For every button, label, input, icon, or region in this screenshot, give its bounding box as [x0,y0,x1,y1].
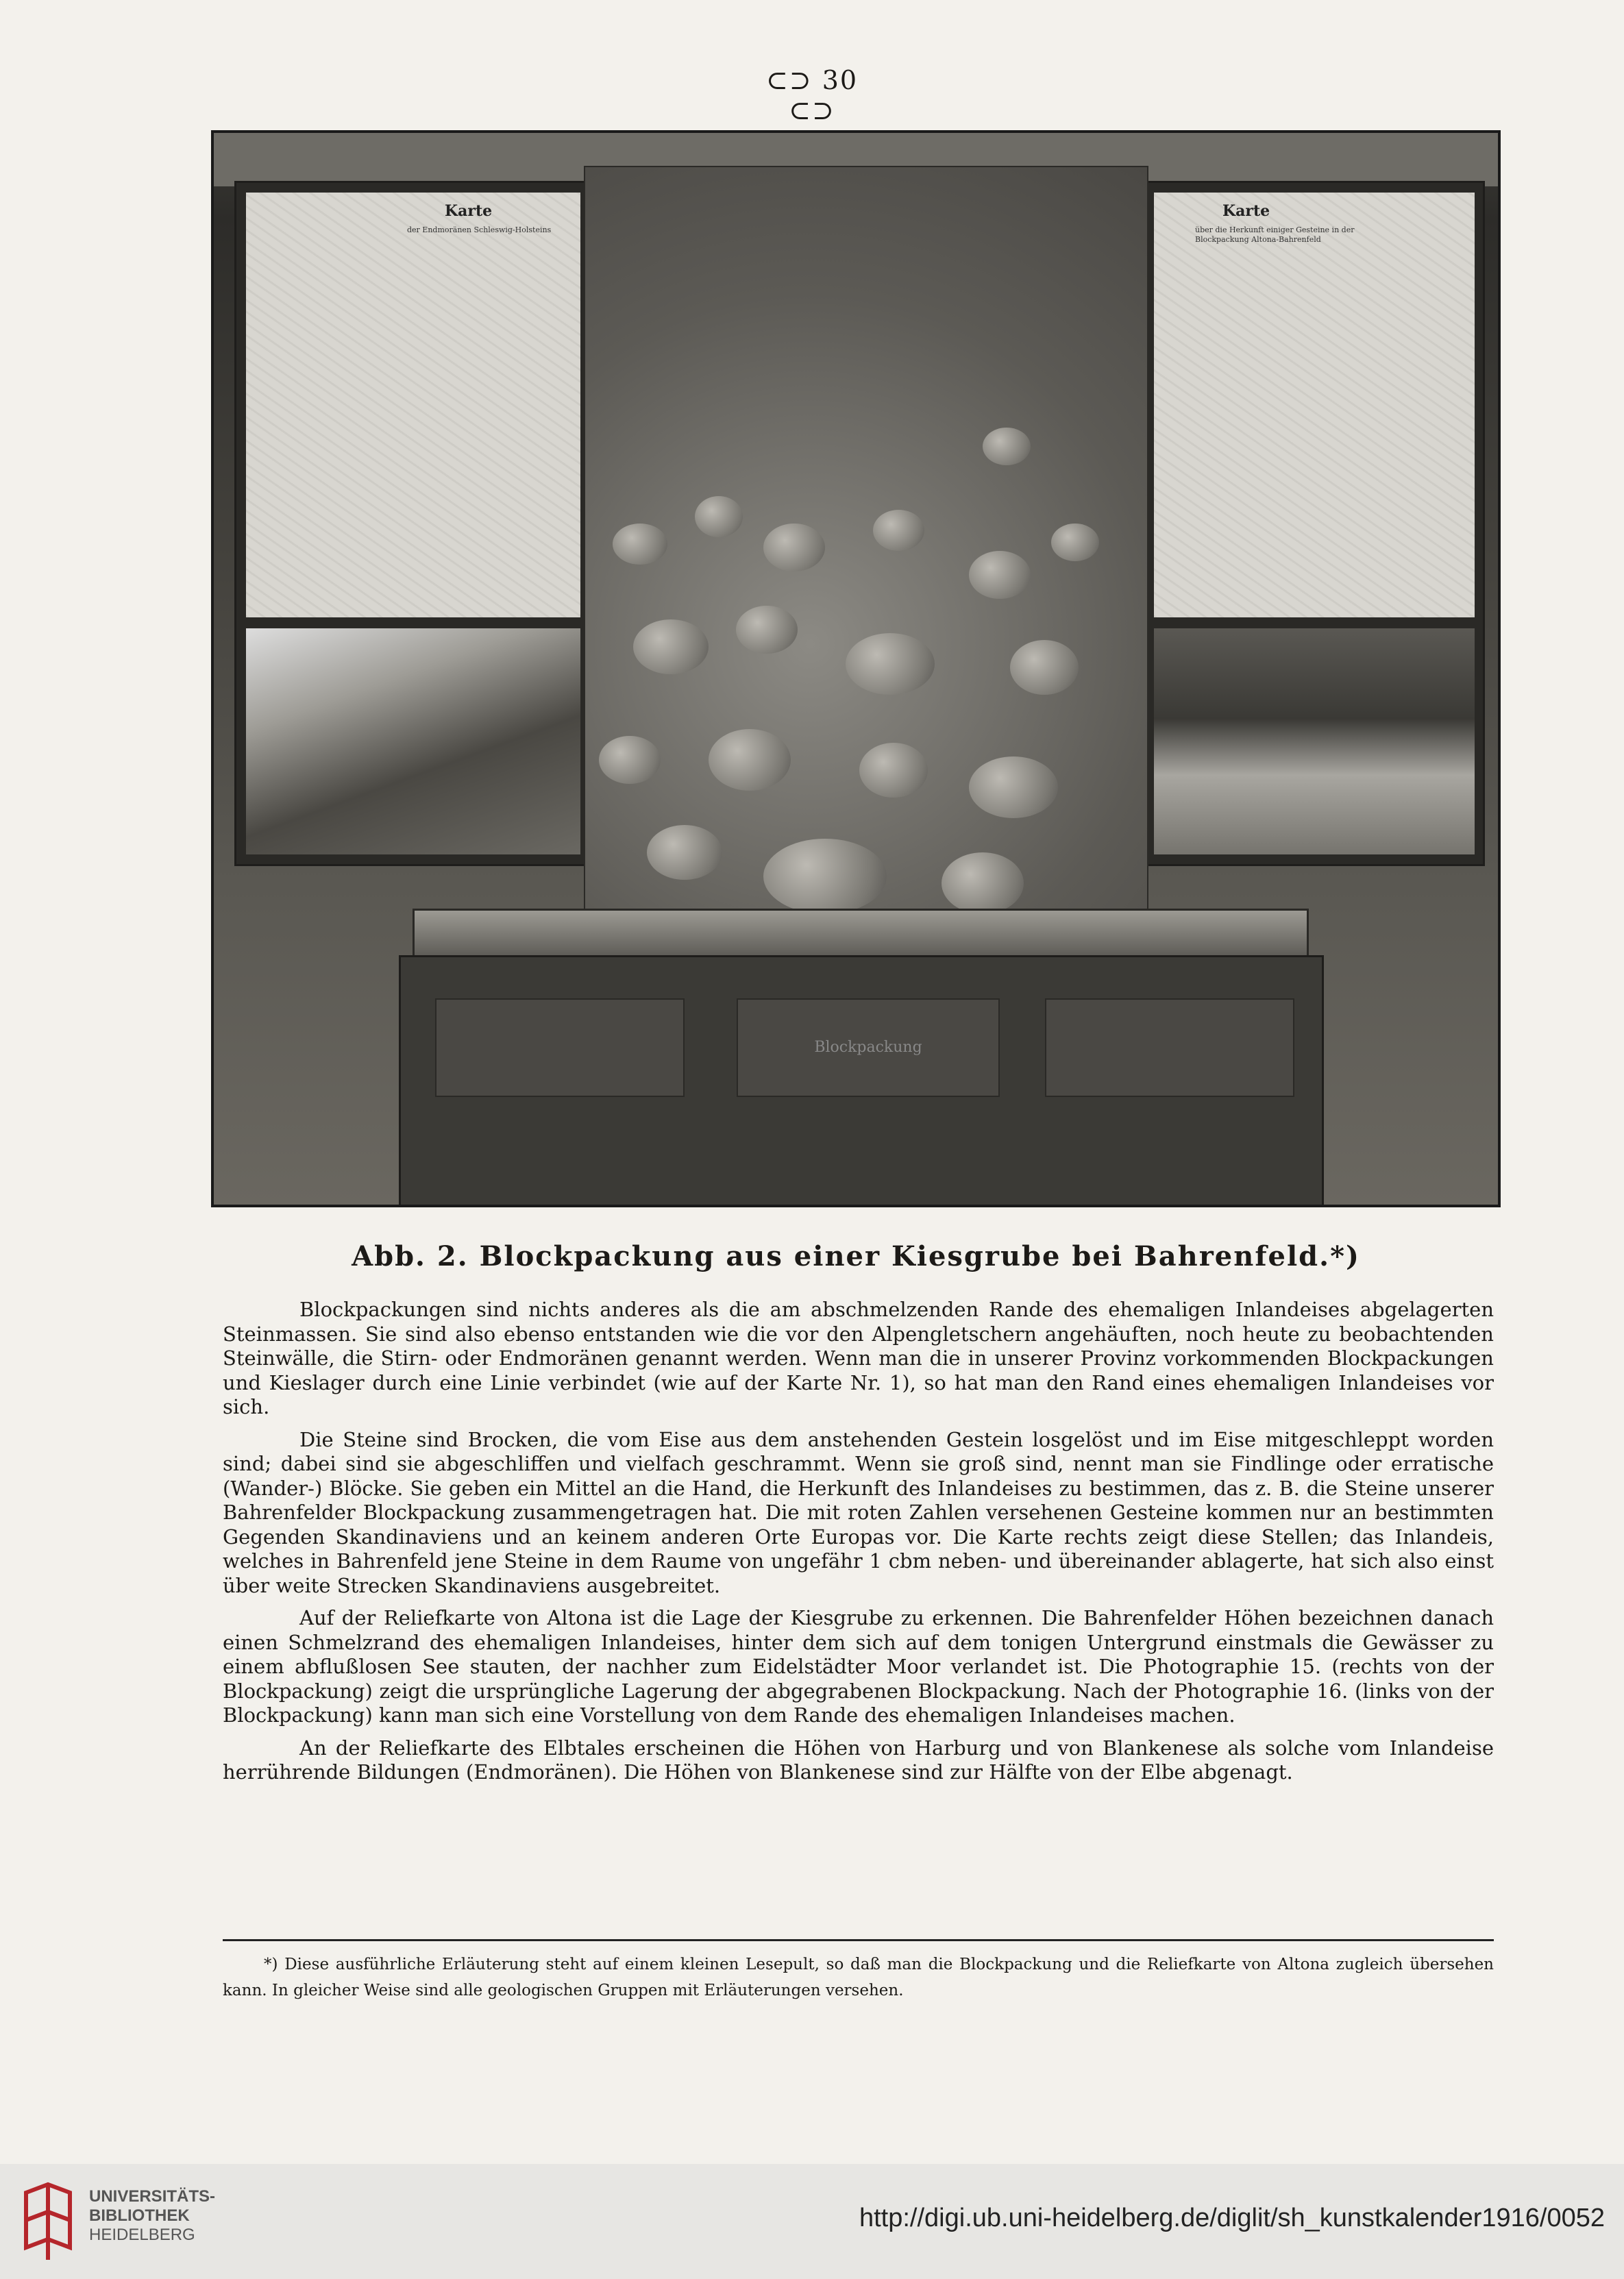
display-case-top [413,909,1309,958]
paragraph: Blockpackungen sind nichts anderes als die am abschmelzenden Rande des ehemaligen Inlandeises abgelagerten Steinmassen. Sie sind also ebenso entstanden wie die vor den Alpengletschern angehäuften, noch heute zu beobachtenden Steinwälle, die Stirn- oder Endmoränen genannt werden. Wenn man die in unserer Provinz vorkommenden Blockpackungen und Kieslager durch eine Linie verbindet (wie auf der Karte Nr. 1), so hat man den Rand eines ehemaligen Inlandeises vor sich. [223,1298,1494,1418]
boulder [763,839,887,914]
boulder [763,523,825,571]
right-photograph [1154,628,1475,854]
boulder [859,743,928,798]
boulder [969,551,1031,599]
right-map [1154,193,1475,617]
digitization-footer [0,2164,1624,2279]
library-logo-icon [19,2179,77,2265]
paragraph: An der Reliefkarte des Elbtales erscheinen die Höhen von Harburg und von Blankenese als solche vom Inlandeise herrührende Bildungen (Endmoränen). Die Höhen von Blankenese sind zur Hälfte von der Elbe abgenagt. [223,1736,1494,1784]
boulder [969,756,1058,818]
boulder [736,606,798,654]
source-url-link[interactable]: http://digi.ub.uni-heidelberg.de/diglit/sh_kunstkalender1916/0052 [859,2204,1605,2232]
library-name-line: HEIDELBERG [89,2226,195,2244]
left-map-title: Karte [445,202,493,220]
left-photograph [246,628,580,854]
left-display-panel [234,181,591,866]
display-case [399,955,1324,1207]
boulder [695,496,743,537]
page-number-ornament-left: ⊂⊃ [765,65,822,95]
boulder [942,852,1024,914]
body-text [223,1298,1494,1793]
boulder [983,428,1031,465]
boulder [873,510,924,551]
boulder [709,729,791,791]
library-name [89,2187,215,2245]
right-display-panel [1142,181,1485,866]
page-number-ornament-right: ⊂⊃ [789,95,835,125]
library-name-line: BIBLIOTHEK [89,2206,190,2225]
library-name-line: UNIVERSITÄTS- [89,2187,216,2206]
blockpackung-specimen [584,166,1148,963]
page-number [743,65,881,125]
boulder [613,523,667,565]
right-map-subtitle: über die Herkunft einiger Gesteine in der Blockpackung Altona-Bahrenfeld [1195,225,1355,244]
paragraph: Die Steine sind Brocken, die vom Eise aus dem anstehenden Gestein losgelöst und im Eise mitgeschleppt worden sind; dabei sind sie abgeschliffen und vielfach geschrammt. Wenn sie groß sind, nennt man sie Findlinge oder erratische (Wander-) Blöcke. Sie geben ein Mittel an die Hand, die Herkunft des Inlandeises zu bestimmen, das z. B. die Steine unserer Bahrenfelder Blockpackung zusammengetragen hat. Die mit roten Zahlen versehenen Gesteine kommen nur an bestimmten Gegenden Skandinaviens und an keinem anderen Orte Europas vor. Die Karte rechts zeigt diese Stellen; das Inlandeis, welches in Bahrenfeld jene Steine in dem Raume von ungefähr 1 cbm neben- und übereinander ablagerte, hat sich also einst über weite Strecken Skandinaviens ausgebreitet. [223,1427,1494,1597]
footnote: *) Diese ausführliche Erläuterung steht auf einem kleinen Lesepult, so daß man die Blockpackung und die Reliefkarte von Altona zugleich übersehen kann. In gleicher Weise sind alle geologischen Gruppen mit Erläuterungen versehen. [223,1956,1494,1999]
left-map-subtitle: der Endmoränen Schleswig-Holsteins [407,225,552,234]
footnote-divider [223,1939,1494,1941]
display-case-panel [435,998,685,1097]
boulder [599,736,661,784]
boulder [1010,640,1079,695]
right-map-title: Karte [1222,202,1270,220]
boulder [1051,523,1099,561]
exhibit-photograph [211,130,1501,1207]
left-map [246,193,580,617]
figure-caption: Abb. 2. Blockpackung aus einer Kiesgrube bei Bahrenfeld.*) [352,1240,1360,1272]
paragraph: Auf der Reliefkarte von Altona ist die Lage der Kiesgrube zu erkennen. Die Bahrenfelder Höhen bezeichnen danach einen Schmelzrand des ehemaligen Inlandeises, hinter dem sich auf dem tonigen Untergrund einstmals die Gewässer zu einem abflußlosen See stauten, der nachher zum Eidelstädter Moor verlandet ist. Die Photographie 15. (rechts von der Blockpackung) zeigt die ursprüngliche Lagerung der abgegrabenen Blockpackung. Nach der Photographie 16. (links von der Blockpackung) kann man sich eine Vorstellung von dem Rande des ehemaligen Inlandeises machen. [223,1606,1494,1727]
boulder [647,825,722,880]
display-case-panel-center [737,998,1000,1097]
boulder [633,619,709,674]
boulder [846,633,935,695]
page-number-value: 30 [822,65,859,95]
display-case-panel [1045,998,1294,1097]
display-case-label: Blockpackung [814,1039,922,1056]
